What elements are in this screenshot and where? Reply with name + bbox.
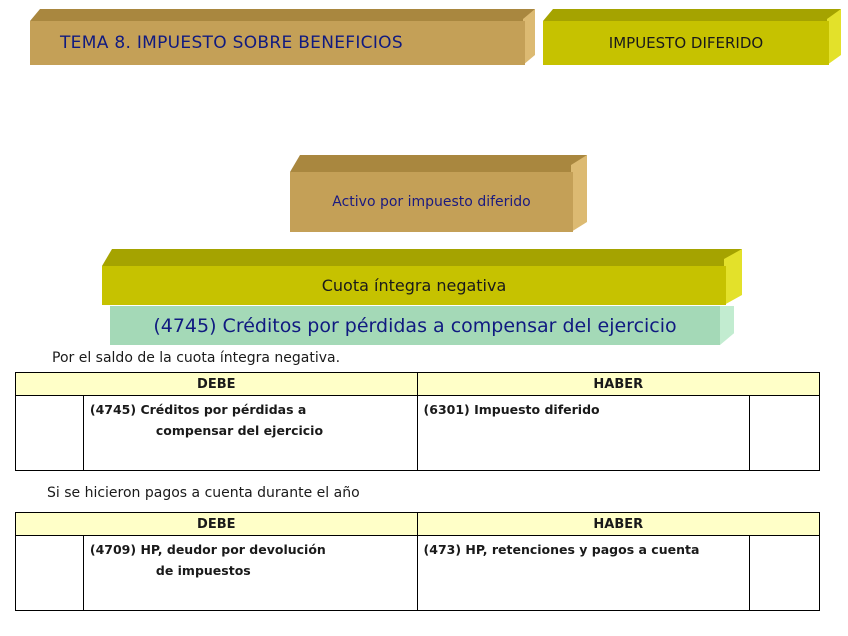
cuota-label: Cuota íntegra negativa	[321, 276, 507, 295]
box-front-face	[290, 172, 573, 232]
debe-entry-cell	[83, 536, 417, 611]
table-header-row	[16, 513, 820, 536]
header-subtitle-box	[543, 9, 841, 65]
table-row	[16, 536, 820, 611]
ledger-table-1	[15, 372, 820, 471]
account-box	[110, 306, 734, 345]
ledger-table-2	[15, 512, 820, 611]
debe-amount-cell	[16, 536, 84, 611]
page-subtitle: IMPUESTO DIFERIDO	[608, 34, 764, 52]
section1-caption: Por el saldo de la cuota íntegra negativa.	[52, 350, 341, 366]
box-top-face	[543, 9, 841, 21]
haber-entry-line1: (6301) Impuesto diferido	[423, 402, 600, 417]
page-title: TEMA 8. IMPUESTO SOBRE BENEFICIOS	[60, 33, 403, 53]
debe-entry-line1: (4745) Créditos por pérdidas a	[89, 402, 307, 417]
haber-entry-cell	[417, 536, 750, 611]
haber-entry-line1: (473) HP, retenciones y pagos a cuenta	[423, 542, 700, 557]
header-title-box	[30, 9, 535, 65]
box-front-face	[543, 21, 829, 65]
box-side-face	[720, 306, 734, 345]
haber-header: HABER	[417, 513, 819, 536]
haber-header: HABER	[417, 373, 819, 396]
haber-amount-cell	[750, 536, 820, 611]
box-side-face	[571, 155, 587, 232]
debe-header: DEBE	[16, 373, 418, 396]
haber-entry-cell	[417, 396, 750, 471]
account-label: (4745) Créditos por pérdidas a compensar del ejercicio	[153, 314, 677, 337]
box-top-face	[30, 9, 535, 21]
table-row	[16, 396, 820, 471]
box-front-face	[102, 266, 726, 305]
debe-entry-line2: de impuestos	[155, 563, 251, 578]
box-front-face	[110, 306, 720, 345]
debe-entry-line2: compensar del ejercicio	[155, 423, 324, 438]
box-front-face	[30, 21, 525, 65]
cuota-box	[102, 249, 742, 305]
table-header-row	[16, 373, 820, 396]
box-top-face	[102, 249, 742, 266]
debe-entry-cell	[83, 396, 417, 471]
activo-box	[290, 155, 587, 232]
activo-label: Activo por impuesto diferido	[332, 194, 531, 210]
debe-amount-cell	[16, 396, 84, 471]
box-top-face	[290, 155, 587, 172]
haber-amount-cell	[750, 396, 820, 471]
section2-caption: Si se hicieron pagos a cuenta durante el año	[47, 485, 360, 501]
debe-header: DEBE	[16, 513, 418, 536]
debe-entry-line1: (4709) HP, deudor por devolución	[89, 542, 326, 557]
